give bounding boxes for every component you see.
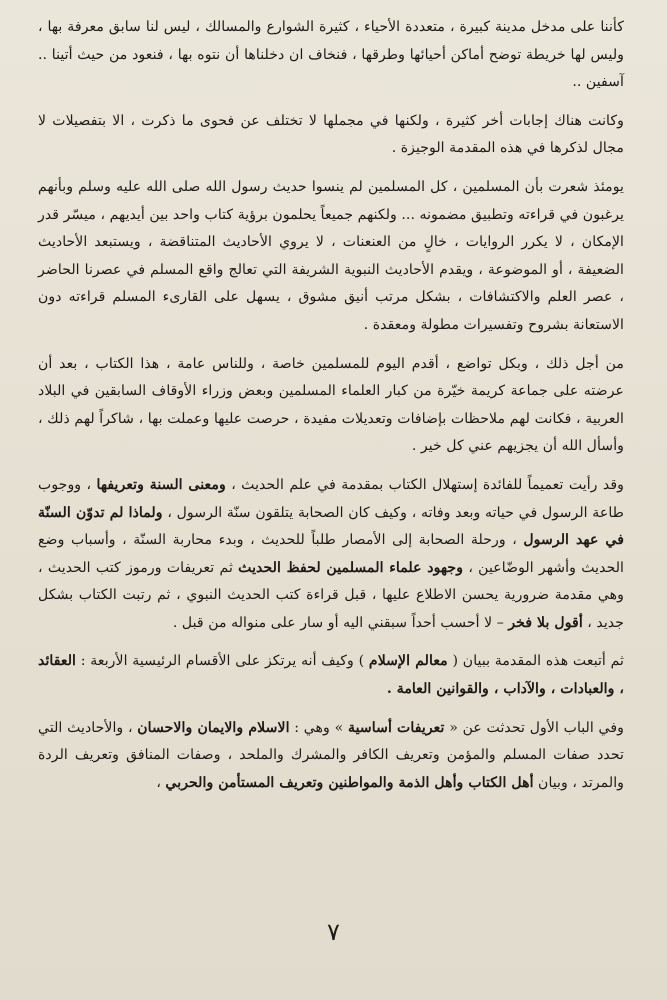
text-run: وفي الباب الأول تحدثت عن « <box>444 719 624 736</box>
text-run: ولماذا لم تدوّن السنّة في عهد الرسول <box>38 504 625 549</box>
text-run: معالم الإسلام <box>368 653 448 670</box>
text-run: ، ووجوب طاعة الرسول في حياته وبعد وفاته ، وكيف كان الصحابة يتلقون سنّة الرسول ، <box>38 476 624 521</box>
text-run: أهل الكتاب وأهل الذمة والمواطنين وتعريف المستأمن والحربي <box>165 774 534 791</box>
text-run: ، ورحلة الصحابة إلى الأمصار طلباً للحديث ، وبدء محاربة السنّة ، وأسباب وضع الحديث وأشهر الوضّاعين ، <box>38 532 624 576</box>
paragraph-4 <box>38 351 624 461</box>
text-run: – لا أحسب أحداً سبقني اليه أو سار على منواله من قبل . <box>172 614 509 631</box>
text-run: وكانت هناك إجابات أخر كثيرة ، ولكنها في مجملها لا تختلف عن فحوى ما ذكرت ، الا بتفصيلات لا مجال لذكرها في هذه المقدمة الوجيزة . <box>38 112 624 157</box>
paragraph-6 <box>38 648 624 703</box>
text-run: ثم تعريفات ورموز كتب الحديث ، وهي مقدمة ضرورية يحسن الاطلاع عليها ، قبل قراءة كتب الحديث النبوي ، ثم رتبت الكتاب بشكل جديد ، <box>38 559 624 631</box>
text-run: ، والأحاديث التي تحدد صفات المسلم والمؤمن وتعريف الكافر والمشرك والملحد ، وصفات المنافق وتعريف الردة والمرتد ، وبيان <box>38 719 624 791</box>
text-run: ومعنى السنة وتعريفها <box>96 476 226 493</box>
text-run: ، <box>156 774 166 791</box>
text-run: وجهود علماء المسلمين لحفظ الحديث <box>238 559 464 576</box>
text-run: » وهي : <box>289 719 348 736</box>
paragraph-7 <box>38 715 624 798</box>
text-run: العقائد ، والعبادات ، والآداب ، والقوانين العامة . <box>38 653 624 698</box>
text-run: ) وكيف أنه يرتكز على الأقسام الرئيسية الأربعة : <box>76 653 369 670</box>
text-run: تعريفات أساسية <box>347 719 445 736</box>
text-run: كأننا على مدخل مدينة كبيرة ، متعددة الأحياء ، كثيرة الشوارع والمسالك ، ليس لنا سابق معرفة بها ، وليس لها خريطة توضح أماكن أحيائها وطرقها ، فنخاف ان دخلناها أن نتوه بها ، فنعود من حيث أتينا .. آسفين .. <box>38 19 624 91</box>
text-run: يومئذ شعرت بأن المسلمين ، كل المسلمين لم ينسوا حديث رسول الله صلى الله عليه وسلم وبأنهم يرغبون في قراءته وتطبيق مضمونه ... ولكنهم جميعاً يحلمون برؤية كتاب واحد بين أيديهم ، ميسّر قدر الإمكان ، لا يكرر الروايات ، خالٍ من العنعنات ، لا يروي الأحاديث المتناقضة ، ويستبعد الأحاديث الضعيفة ، أو الموضوعة ، ويقدم الأحاديث النبوية الشريفة التي تعالج واقع المسلم في عصرنا الحاضر ، عصر العلم والاكتشافات ، بشكل مرتب أنيق مشوق ، يسهل على القارىء المسلم قراءته دون الاستعانة بشروح وتفسيرات مطولة ومعقدة . <box>38 178 624 333</box>
paragraph-1 <box>38 14 624 97</box>
text-run: من أجل ذلك ، وبكل تواضع ، أقدم اليوم للمسلمين خاصة ، وللناس عامة ، هذا الكتاب ، بعد أن عرضته على جماعة كريمة خيّرة من كبار العلماء المسلمين وبعض وزراء الأوقاف السابقين في البلاد العربية ، فكانت لهم ملاحظات بإضافات وتعديلات مفيدة ، حرصت عليها وعملت بها ، شاكراً لهم ذلك ، وأسأل الله أن يجزيهم عني كل خير . <box>38 355 624 455</box>
body-text <box>38 14 624 808</box>
text-run: ثم أتبعت هذه المقدمة ببيان ( <box>447 653 624 670</box>
page-number: ٧ <box>327 918 340 946</box>
text-run: أقول بلا فخر <box>508 614 583 631</box>
text-run: الاسلام والايمان والاحسان <box>137 719 290 736</box>
paragraph-3 <box>38 174 624 340</box>
paragraph-2 <box>38 108 624 163</box>
paragraph-5 <box>38 472 624 638</box>
text-run: وقد رأيت تعميماً للفائدة إستهلال الكتاب بمقدمة في علم الحديث ، <box>225 476 624 493</box>
